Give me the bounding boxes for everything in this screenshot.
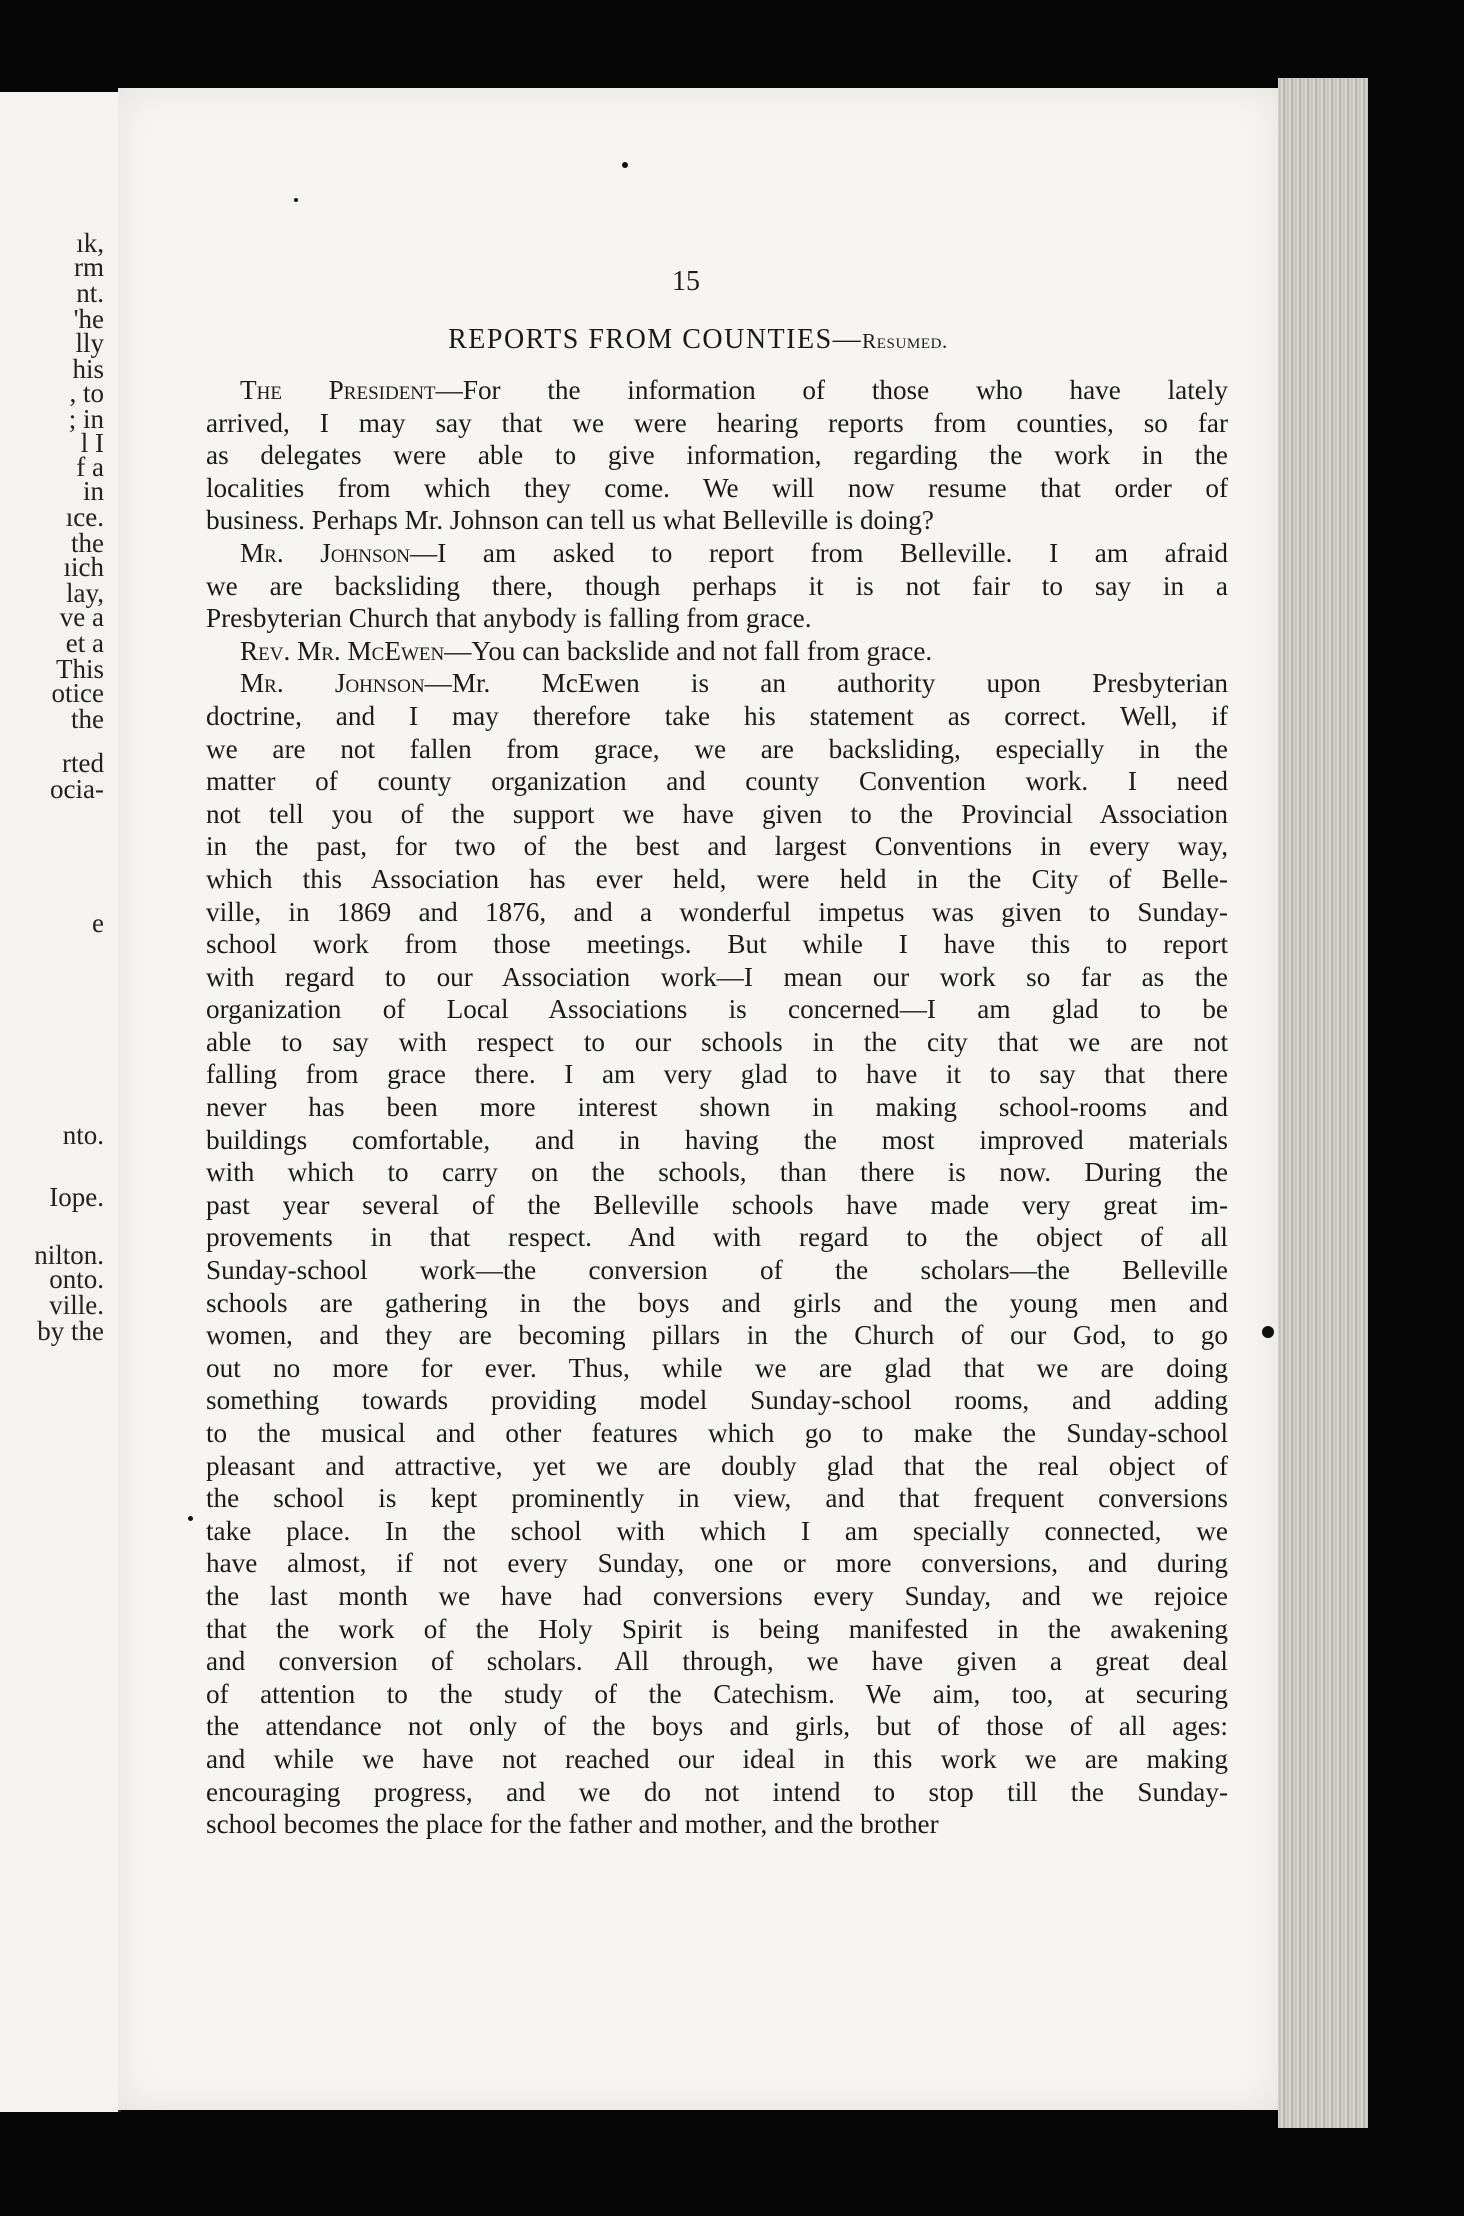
line-text: take place. In the school with which I am specially connected, we xyxy=(206,1515,1228,1546)
facing-page-text-fragment: rted xyxy=(62,748,104,778)
line-text: that the work of the Holy Spirit is being manifested in the awakening xyxy=(206,1613,1228,1644)
body-text xyxy=(206,374,1228,1841)
paragraph-first-line xyxy=(206,635,1228,668)
line-text: Sunday-school work—the conversion of the scholars—the Belleville xyxy=(206,1255,1228,1286)
book-page xyxy=(118,88,1278,2110)
line-text: the school is kept prominently in view, and that frequent conversions xyxy=(206,1483,1228,1514)
line-text: —I am asked to report from Belleville. I am afraid xyxy=(410,537,1228,568)
paragraph-line xyxy=(206,1547,1228,1580)
facing-page-text-fragment: lay, xyxy=(66,578,104,608)
line-text: in the past, for two of the best and largest Conventions in every way, xyxy=(206,831,1228,862)
line-text: —You can backslide and not fall from grace. xyxy=(444,635,933,666)
line-text: have almost, if not every Sunday, one or more conversions, and during xyxy=(206,1548,1228,1579)
facing-page-text-fragment: ; in xyxy=(68,404,104,434)
paragraph-line xyxy=(206,765,1228,798)
facing-page-text-fragment: ocia- xyxy=(50,774,104,804)
facing-page-text-fragment: otice xyxy=(51,678,104,708)
line-text: provements in that respect. And with regard to the object of all xyxy=(206,1222,1228,1253)
speaker-name: Mr. Johnson xyxy=(240,668,425,699)
page-number: 15 xyxy=(672,266,700,297)
paragraph-line xyxy=(206,1026,1228,1059)
facing-page-text-fragment: ık, xyxy=(76,228,104,258)
paragraph-line xyxy=(206,1124,1228,1157)
line-text: we are backsliding there, though perhaps it is not fair to say in a xyxy=(206,570,1228,601)
facing-page-text-fragment: f a xyxy=(76,452,104,482)
line-text: matter of county organization and county Convention work. I need xyxy=(206,766,1228,797)
facing-page-text-fragment: by the xyxy=(37,1316,104,1346)
facing-page-text-fragment: ville. xyxy=(49,1290,104,1320)
line-text: as delegates were able to give information, regarding the work in the xyxy=(206,440,1228,471)
line-text: the attendance not only of the boys and girls, but of those of all ages: xyxy=(206,1711,1228,1742)
speaker-name: Mr. Johnson xyxy=(240,537,411,568)
paragraph-first-line xyxy=(206,374,1228,407)
paragraph-line xyxy=(206,472,1228,505)
paragraph-line xyxy=(206,1678,1228,1711)
line-text: past year several of the Belleville schools have made very great im- xyxy=(206,1189,1228,1220)
paragraph-line xyxy=(206,1058,1228,1091)
paragraph-line xyxy=(206,798,1228,831)
line-text: school becomes the place for the father and mother, and the brother xyxy=(206,1809,939,1840)
line-text: with regard to our Association work—I mean our work so far as the xyxy=(206,961,1228,992)
facing-page-text-fragment: rm xyxy=(74,252,104,282)
ink-speck xyxy=(188,1516,193,1521)
facing-page-text-fragment: lly xyxy=(75,328,104,358)
facing-page-text-fragment: ıich xyxy=(63,552,104,582)
paragraph-line xyxy=(206,896,1228,929)
line-text: which this Association has ever held, were held in the City of Belle- xyxy=(206,863,1228,894)
line-text: localities from which they come. We will now resume that order of xyxy=(206,472,1228,503)
paragraph-line xyxy=(206,1287,1228,1320)
line-text: —For the information of those who have lately xyxy=(435,375,1228,405)
paragraph-line xyxy=(206,504,1228,537)
ink-speck xyxy=(622,162,628,168)
paragraph-line xyxy=(206,830,1228,863)
facing-page-text-fragment: his xyxy=(72,354,104,384)
paragraph-line xyxy=(206,407,1228,440)
facing-page-text-fragment: nilton. xyxy=(34,1240,104,1270)
facing-page-text-fragment: , to xyxy=(69,378,104,408)
heading-suffix: Resumed. xyxy=(862,329,948,353)
line-text: women, and they are becoming pillars in the Church of our God, to go xyxy=(206,1320,1228,1351)
facing-page-text-fragment: in xyxy=(82,476,104,506)
page-edge-stack xyxy=(1278,78,1368,2128)
line-text: Presbyterian Church that anybody is falling from grace. xyxy=(206,603,812,634)
line-text: ville, in 1869 and 1876, and a wonderful impetus was given to Sunday- xyxy=(206,896,1228,927)
line-text: of attention to the study of the Catechism. We aim, too, at securing xyxy=(206,1678,1228,1709)
line-text: encouraging progress, and we do not intend to stop till the Sunday- xyxy=(206,1776,1228,1807)
facing-page-text-fragment: ıce. xyxy=(65,502,104,532)
line-text: the last month we have had conversions every Sunday, and we rejoice xyxy=(206,1580,1228,1611)
line-text: out no more for ever. Thus, while we are glad that we are doing xyxy=(206,1352,1228,1383)
paragraph-line xyxy=(206,1482,1228,1515)
facing-page-text-fragment: nt. xyxy=(76,278,104,308)
facing-page-text-fragment: ve a xyxy=(59,602,104,632)
line-text: doctrine, and I may therefore take his statement as correct. Well, if xyxy=(206,700,1228,731)
paragraph-line xyxy=(206,1156,1228,1189)
facing-page-text-fragment: nto. xyxy=(62,1120,104,1150)
facing-page-text-fragment: the xyxy=(71,528,104,558)
paragraph-line xyxy=(206,1743,1228,1776)
paragraph-line xyxy=(206,1580,1228,1613)
paragraph-line xyxy=(206,439,1228,472)
paragraph-line xyxy=(206,570,1228,603)
paragraph-line xyxy=(206,733,1228,766)
line-text: falling from grace there. I am very glad to have it to say that there xyxy=(206,1059,1228,1090)
facing-page-fragment xyxy=(0,92,121,2112)
line-text: school work from those meetings. But while I have this to report xyxy=(206,929,1228,960)
facing-page-text-fragment: 'he xyxy=(73,304,104,334)
line-text: organization of Local Associations is concerned—I am glad to be xyxy=(206,994,1228,1025)
line-text: —Mr. McEwen is an authority upon Presbyterian xyxy=(424,668,1228,699)
paragraph-line xyxy=(206,1808,1228,1841)
paragraph-line xyxy=(206,1450,1228,1483)
paragraph-line xyxy=(206,1776,1228,1809)
paragraph-line xyxy=(206,1384,1228,1417)
line-text: business. Perhaps Mr. Johnson can tell us what Belleville is doing? xyxy=(206,505,934,536)
line-text: schools are gathering in the boys and girls and the young men and xyxy=(206,1287,1228,1318)
paragraph-line xyxy=(206,700,1228,733)
ink-speck xyxy=(294,198,298,202)
line-text: and while we have not reached our ideal in this work we are making xyxy=(206,1743,1228,1774)
line-text: pleasant and attractive, yet we are doubly glad that the real object of xyxy=(206,1450,1228,1481)
line-text: buildings comfortable, and in having the most improved materials xyxy=(206,1124,1228,1155)
line-text: never has been more interest shown in making school-rooms and xyxy=(206,1092,1228,1123)
paragraph-first-line xyxy=(206,537,1228,570)
paragraph-line xyxy=(206,863,1228,896)
paragraph-line xyxy=(206,1091,1228,1124)
paragraph-line xyxy=(206,1319,1228,1352)
paragraph-line xyxy=(206,1417,1228,1450)
heading-title: REPORTS FROM COUNTIES— xyxy=(448,324,863,355)
paragraph-line xyxy=(206,961,1228,994)
paragraph-line xyxy=(206,1613,1228,1646)
section-heading xyxy=(198,324,1198,356)
facing-page-text-fragment: the xyxy=(71,704,104,734)
line-text: able to say with respect to our schools in the city that we are not xyxy=(206,1026,1228,1057)
speaker-name: Rev. Mr. McEwen xyxy=(240,635,445,666)
line-text: and conversion of scholars. All through, we have given a great deal xyxy=(206,1646,1228,1677)
line-text: not tell you of the support we have given to the Provincial Association xyxy=(206,798,1228,829)
paragraph-line xyxy=(206,1352,1228,1385)
facing-page-text-fragment: Iope. xyxy=(49,1182,104,1212)
paragraph-line xyxy=(206,993,1228,1026)
paragraph-line xyxy=(206,602,1228,635)
line-text: arrived, I may say that we were hearing reports from counties, so far xyxy=(206,407,1228,438)
line-text: something towards providing model Sunday-school rooms, and adding xyxy=(206,1385,1228,1416)
facing-page-text-fragment: l I xyxy=(80,428,104,458)
paragraph-line xyxy=(206,928,1228,961)
paragraph-line xyxy=(206,1254,1228,1287)
paragraph-line xyxy=(206,1515,1228,1548)
facing-page-text-fragment: onto. xyxy=(49,1264,104,1294)
facing-page-text-fragment: et a xyxy=(65,628,104,658)
facing-page-text-fragment: e xyxy=(92,908,104,938)
line-text: we are not fallen from grace, we are backsliding, especially in the xyxy=(206,733,1228,764)
facing-page-text-fragment: This xyxy=(55,654,104,684)
paragraph-line xyxy=(206,1221,1228,1254)
ink-speck xyxy=(1262,1326,1274,1338)
line-text: to the musical and other features which go to make the Sunday-school xyxy=(206,1418,1228,1448)
paragraph-line xyxy=(206,1645,1228,1678)
speaker-name: The President xyxy=(240,375,436,405)
paragraph-line xyxy=(206,1189,1228,1222)
paragraph-line xyxy=(206,1710,1228,1743)
paragraph-first-line xyxy=(206,667,1228,700)
line-text: with which to carry on the schools, than there is now. During the xyxy=(206,1157,1228,1188)
